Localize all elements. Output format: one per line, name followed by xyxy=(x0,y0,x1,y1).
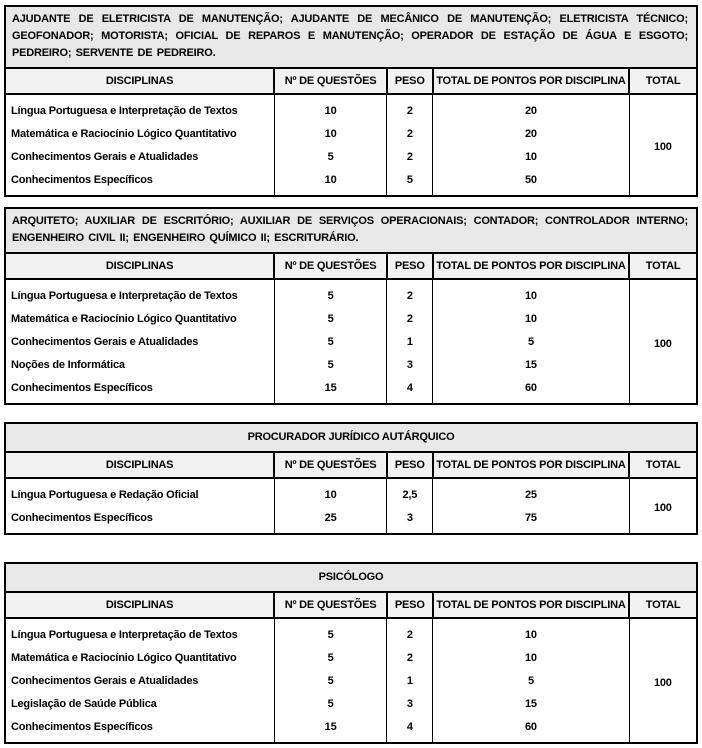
questions-cell: 5 xyxy=(274,307,387,330)
questions-cell: 15 xyxy=(274,715,387,743)
column-header: PESO xyxy=(387,592,433,618)
table-row xyxy=(5,618,697,646)
column-header: Nº DE QUESTÕES xyxy=(274,452,387,478)
questions-cell: 10 xyxy=(274,94,387,122)
weight-cell: 4 xyxy=(387,376,433,404)
questions-cell: 5 xyxy=(274,646,387,669)
discipline-cell: Legislação de Saúde Pública xyxy=(5,692,274,715)
table-title-row xyxy=(5,6,697,68)
weight-cell: 1 xyxy=(387,669,433,692)
weight-cell: 2 xyxy=(387,646,433,669)
table-row xyxy=(5,145,697,168)
table-row xyxy=(5,376,697,404)
column-header-row xyxy=(5,452,697,478)
questions-cell: 5 xyxy=(274,279,387,307)
points-cell: 10 xyxy=(433,646,630,669)
column-header-row xyxy=(5,592,697,618)
discipline-cell: Conhecimentos Específicos xyxy=(5,168,274,196)
table-row xyxy=(5,646,697,669)
score-table xyxy=(4,5,698,197)
column-header: PESO xyxy=(387,452,433,478)
total-points-cell: 100 xyxy=(629,279,697,404)
discipline-cell: Língua Portuguesa e Interpretação de Textos xyxy=(5,279,274,307)
points-cell: 10 xyxy=(433,279,630,307)
points-cell: 5 xyxy=(433,669,630,692)
column-header: TOTAL DE PONTOS POR DISCIPLINA xyxy=(433,253,630,279)
column-header: Nº DE QUESTÕES xyxy=(274,592,387,618)
exam-table-manutencao xyxy=(4,5,698,197)
discipline-cell: Língua Portuguesa e Interpretação de Textos xyxy=(5,618,274,646)
table-row xyxy=(5,353,697,376)
table-title-row xyxy=(5,208,697,253)
column-header: TOTAL DE PONTOS POR DISCIPLINA xyxy=(433,452,630,478)
points-cell: 20 xyxy=(433,94,630,122)
discipline-cell: Conhecimentos Gerais e Atualidades xyxy=(5,145,274,168)
discipline-cell: Língua Portuguesa e Redação Oficial xyxy=(5,478,274,506)
table-title: ARQUITETO; AUXILIAR DE ESCRITÓRIO; AUXILIAR DE SERVIÇOS OPERACIONAIS; CONTADOR; CONTROLADOR INTERNO; ENGENHEIRO CIVIL II; ENGENHEIRO QUÍMICO II; ESCRITURÁRIO. xyxy=(5,208,697,253)
weight-cell: 2 xyxy=(387,122,433,145)
column-header: TOTAL DE PONTOS POR DISCIPLINA xyxy=(433,68,630,94)
score-table xyxy=(4,562,698,744)
discipline-cell: Conhecimentos Específicos xyxy=(5,506,274,534)
questions-cell: 15 xyxy=(274,376,387,404)
table-row xyxy=(5,692,697,715)
column-header: DISCIPLINAS xyxy=(5,253,274,279)
points-cell: 10 xyxy=(433,145,630,168)
table-title: AJUDANTE DE ELETRICISTA DE MANUTENÇÃO; AJUDANTE DE MECÂNICO DE MANUTENÇÃO; ELETRICISTA TÉCNICO; GEOFONADOR; MOTORISTA; OFICIAL DE REPAROS E MANUTENÇÃO; OPERADOR DE ESTAÇÃO DE ÁGUA E ESGOTO; PEDREIRO; SERVENTE DE PEDREIRO. xyxy=(5,6,697,68)
points-cell: 25 xyxy=(433,478,630,506)
questions-cell: 5 xyxy=(274,145,387,168)
weight-cell: 5 xyxy=(387,168,433,196)
points-cell: 15 xyxy=(433,692,630,715)
table-title: PSICÓLOGO xyxy=(5,563,697,592)
table-row xyxy=(5,506,697,534)
table-row xyxy=(5,122,697,145)
weight-cell: 2 xyxy=(387,307,433,330)
questions-cell: 10 xyxy=(274,122,387,145)
weight-cell: 1 xyxy=(387,330,433,353)
questions-cell: 10 xyxy=(274,168,387,196)
discipline-cell: Matemática e Raciocínio Lógico Quantitativo xyxy=(5,122,274,145)
questions-cell: 10 xyxy=(274,478,387,506)
table-row xyxy=(5,307,697,330)
table-row xyxy=(5,669,697,692)
column-header: TOTAL xyxy=(629,253,697,279)
exam-table-psicologo xyxy=(4,562,698,744)
column-header: PESO xyxy=(387,253,433,279)
points-cell: 5 xyxy=(433,330,630,353)
score-table xyxy=(4,207,698,405)
questions-cell: 5 xyxy=(274,330,387,353)
discipline-cell: Conhecimentos Específicos xyxy=(5,376,274,404)
discipline-cell: Conhecimentos Gerais e Atualidades xyxy=(5,669,274,692)
column-header: TOTAL xyxy=(629,452,697,478)
table-title-row xyxy=(5,563,697,592)
weight-cell: 2 xyxy=(387,145,433,168)
points-cell: 60 xyxy=(433,376,630,404)
questions-cell: 5 xyxy=(274,692,387,715)
column-header: DISCIPLINAS xyxy=(5,452,274,478)
exam-table-procurador xyxy=(4,422,698,535)
weight-cell: 2 xyxy=(387,279,433,307)
column-header: TOTAL xyxy=(629,68,697,94)
discipline-cell: Conhecimentos Específicos xyxy=(5,715,274,743)
points-cell: 10 xyxy=(433,307,630,330)
column-header: DISCIPLINAS xyxy=(5,68,274,94)
table-row xyxy=(5,279,697,307)
discipline-cell: Noções de Informática xyxy=(5,353,274,376)
questions-cell: 5 xyxy=(274,618,387,646)
table-title-row xyxy=(5,423,697,452)
column-header: Nº DE QUESTÕES xyxy=(274,253,387,279)
column-header: TOTAL xyxy=(629,592,697,618)
points-cell: 75 xyxy=(433,506,630,534)
column-header-row xyxy=(5,253,697,279)
points-cell: 20 xyxy=(433,122,630,145)
discipline-cell: Conhecimentos Gerais e Atualidades xyxy=(5,330,274,353)
points-cell: 50 xyxy=(433,168,630,196)
table-row xyxy=(5,478,697,506)
score-table xyxy=(4,422,698,535)
column-header: PESO xyxy=(387,68,433,94)
questions-cell: 25 xyxy=(274,506,387,534)
discipline-cell: Matemática e Raciocínio Lógico Quantitativo xyxy=(5,646,274,669)
points-cell: 15 xyxy=(433,353,630,376)
total-points-cell: 100 xyxy=(629,478,697,534)
table-row xyxy=(5,94,697,122)
exam-table-administrativo xyxy=(4,207,698,405)
questions-cell: 5 xyxy=(274,669,387,692)
weight-cell: 2 xyxy=(387,618,433,646)
weight-cell: 2 xyxy=(387,94,433,122)
weight-cell: 2,5 xyxy=(387,478,433,506)
table-row xyxy=(5,168,697,196)
weight-cell: 3 xyxy=(387,692,433,715)
table-row xyxy=(5,330,697,353)
column-header: TOTAL DE PONTOS POR DISCIPLINA xyxy=(433,592,630,618)
weight-cell: 3 xyxy=(387,506,433,534)
table-row xyxy=(5,715,697,743)
weight-cell: 4 xyxy=(387,715,433,743)
total-points-cell: 100 xyxy=(629,94,697,196)
discipline-cell: Matemática e Raciocínio Lógico Quantitativo xyxy=(5,307,274,330)
discipline-cell: Língua Portuguesa e Interpretação de Textos xyxy=(5,94,274,122)
questions-cell: 5 xyxy=(274,353,387,376)
points-cell: 60 xyxy=(433,715,630,743)
column-header: Nº DE QUESTÕES xyxy=(274,68,387,94)
points-cell: 10 xyxy=(433,618,630,646)
column-header: DISCIPLINAS xyxy=(5,592,274,618)
column-header-row xyxy=(5,68,697,94)
table-title: PROCURADOR JURÍDICO AUTÁRQUICO xyxy=(5,423,697,452)
weight-cell: 3 xyxy=(387,353,433,376)
total-points-cell: 100 xyxy=(629,618,697,743)
